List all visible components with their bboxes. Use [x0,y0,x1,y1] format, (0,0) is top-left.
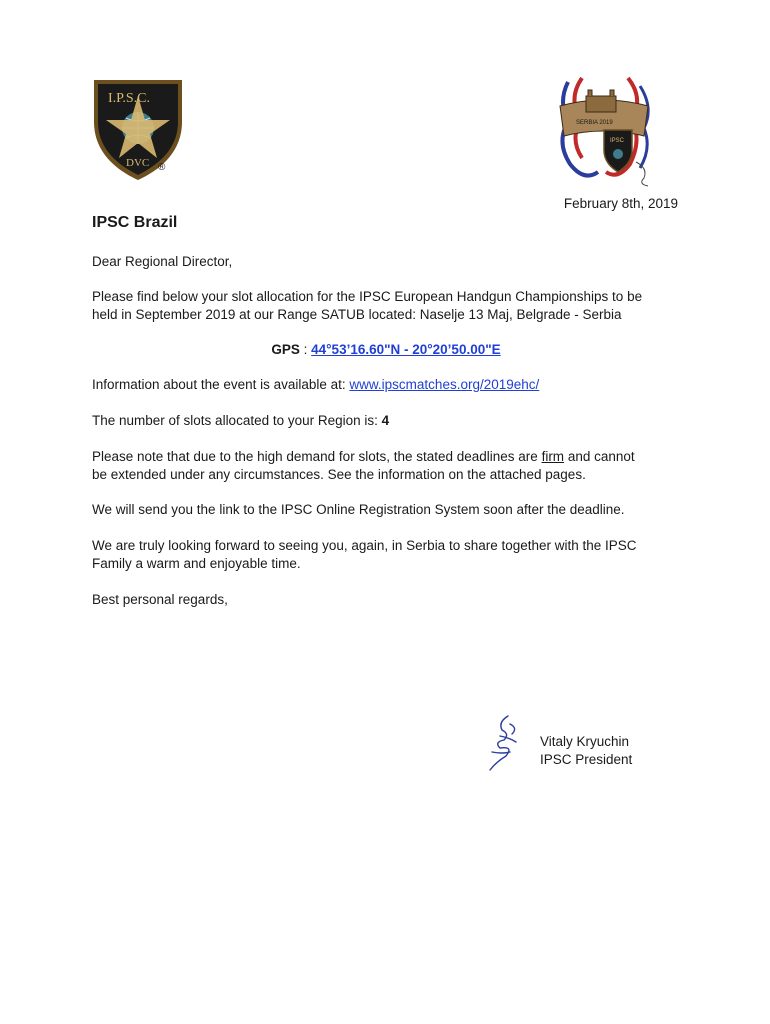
logo-ribbon-text: SERBIA 2019 [576,120,613,126]
gps-coordinates-link[interactable]: 44°53’16.60"N - 20°20’50.00"E [311,342,501,357]
gps-line [92,341,680,359]
gps-separator: : [299,342,312,357]
event-website-link[interactable]: www.ipscmatches.org/2019ehc/ [349,377,540,392]
deadline-text-1: Please note that due to the high demand for slots, the stated deadlines are [92,449,542,464]
slots-value: 4 [381,413,390,428]
signature-block [540,733,632,769]
registration-paragraph: We will send you the link to the IPSC Online Registration System soon after the deadline. [92,502,625,517]
ipsc-logo [90,78,186,182]
gps-label: GPS [271,342,300,357]
intro-line-2: held in September 2019 at our Range SATUB located: Naselje 13 Maj, Belgrade - Serbia [92,307,622,322]
logo-text-left: I.P.S.C. [108,91,151,106]
registered-mark: ® [158,162,166,173]
info-text: Information about the event is available at: [92,377,350,392]
salutation: Dear Regional Director, [92,254,233,269]
deadline-line-2: be extended under any circumstances. See the information on the attached pages. [92,467,586,482]
deadline-text-2: and cannot [564,449,635,464]
regards: Best personal regards, [92,592,228,607]
info-line [92,376,680,394]
closing-line-2: Family a warm and enjoyable time. [92,556,301,571]
signer-title: IPSC President [540,752,633,767]
logo-shield-text: IPSC [610,138,625,144]
logo-monogram: DVC [126,157,150,169]
closing-paragraph [92,537,680,573]
recipient-heading: IPSC Brazil [92,214,178,231]
signature-image [480,712,524,774]
slots-line [92,412,680,430]
deadline-line-1 [92,448,680,466]
signer-name: Vitaly Kryuchin [540,734,630,749]
deadline-paragraph [92,448,680,484]
firm-emphasis: firm [541,449,565,464]
championship-logo [548,72,658,190]
closing-line-1: We are truly looking forward to seeing you, again, in Serbia to share together with the IPSC [92,538,637,553]
intro-paragraph [92,288,680,324]
slots-text: The number of slots allocated to your Region is: [92,413,382,428]
intro-line-1: Please find below your slot allocation for the IPSC European Handgun Championships to be [92,289,643,304]
letter-date: February 8th, 2019 [563,196,678,211]
